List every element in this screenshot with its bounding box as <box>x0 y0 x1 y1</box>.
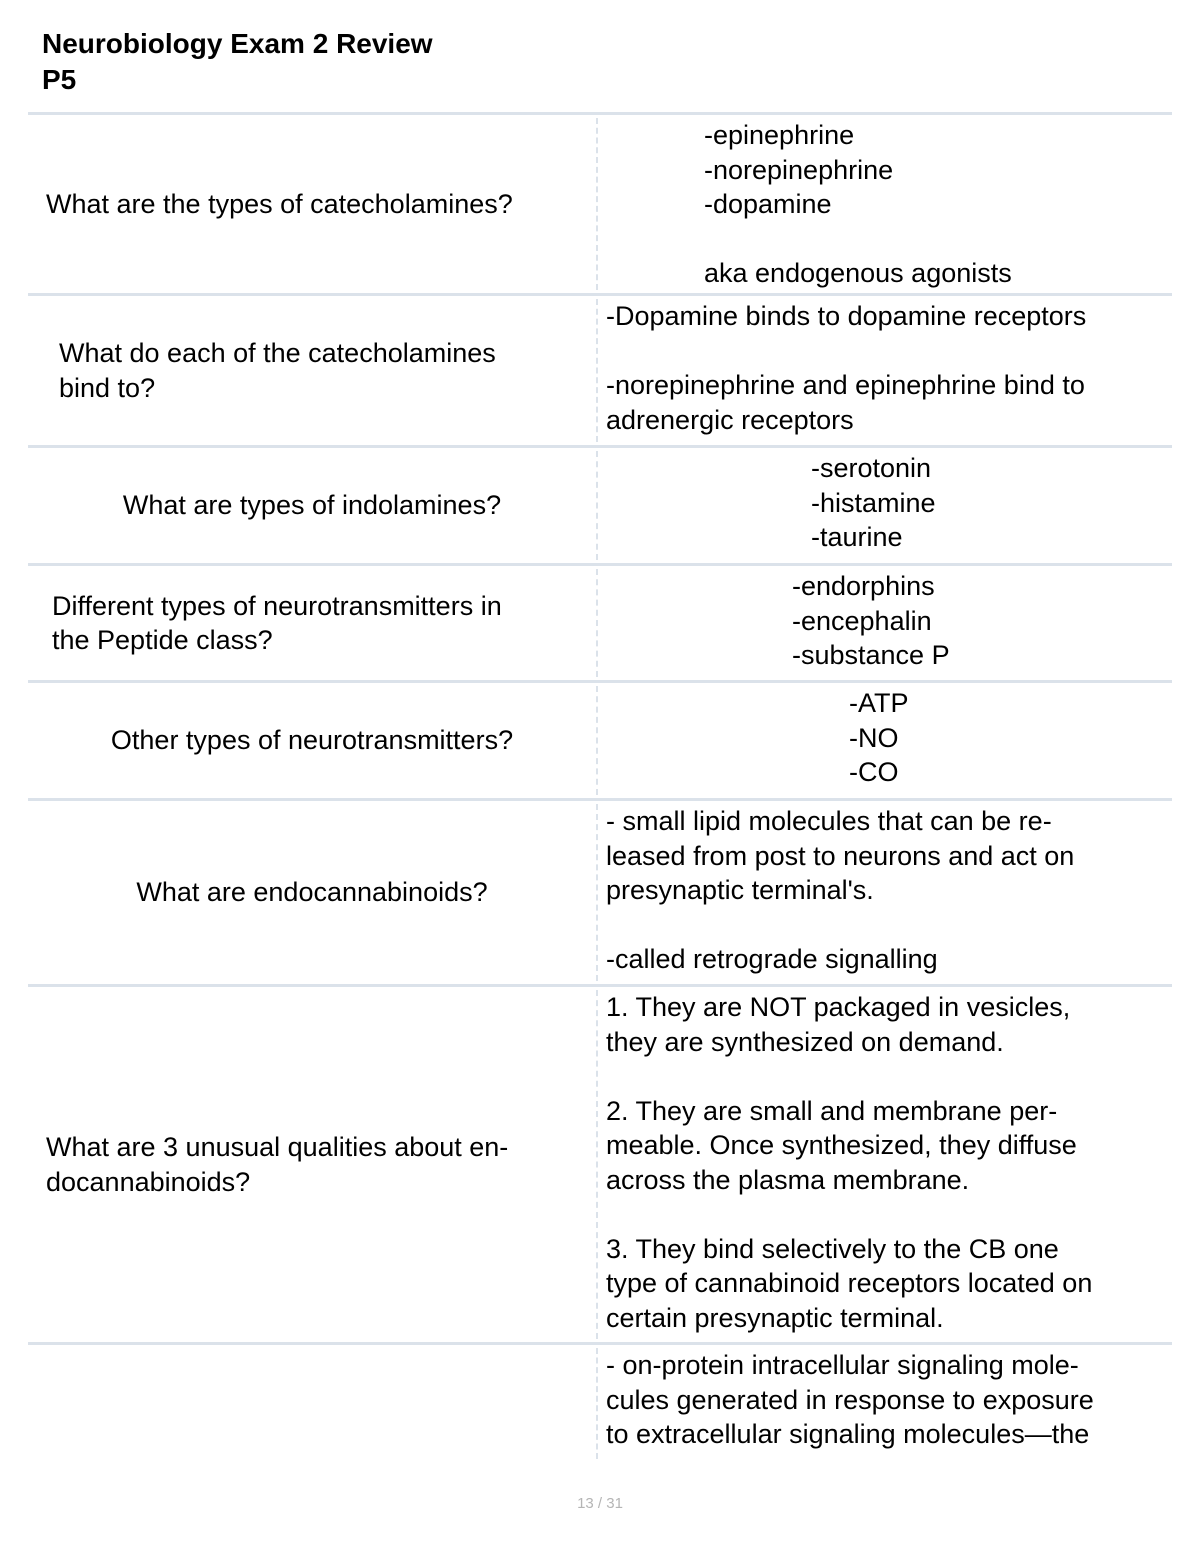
flashcard-answer <box>598 569 1172 677</box>
answer-line: -CO <box>849 757 899 787</box>
answer-line <box>606 334 1172 369</box>
flashcard-question <box>28 299 598 442</box>
answer-line: they are synthesized on demand. <box>606 1026 1004 1057</box>
answer-line: -NO <box>849 722 899 753</box>
flashcard-row <box>28 112 1172 293</box>
answer-line: -endorphins <box>792 571 935 601</box>
flashcard-question <box>28 1348 598 1459</box>
question-line: What do each of the catecholamines <box>59 338 496 368</box>
flashcard-row <box>28 984 1172 1342</box>
question-line: Different types of neurotransmitters in <box>52 590 502 621</box>
page-number: 13 / 31 <box>577 1495 623 1512</box>
answer-line: across the plasma membrane. <box>606 1164 970 1195</box>
answer-line: to extracellular signaling molecules—the <box>606 1419 1090 1449</box>
answer-line: -histamine <box>811 487 936 518</box>
flashcard-list <box>28 112 1172 1462</box>
answer-line: 1. They are NOT packaged in vesicles, <box>606 992 1071 1022</box>
answer-line: -ATP <box>849 688 909 718</box>
answer-line <box>606 1197 1172 1232</box>
flashcard-row <box>28 293 1172 445</box>
flashcard-question <box>28 804 598 981</box>
flashcard-question <box>28 686 598 795</box>
flashcard-answer <box>598 686 1172 795</box>
question-line: bind to? <box>59 372 156 403</box>
answer-line: - on-protein intracellular signaling mole- <box>606 1350 1079 1380</box>
question-line: What are 3 unusual qualities about en- <box>46 1132 509 1162</box>
answer-line: 2. They are small and membrane per- <box>606 1095 1058 1126</box>
answer-line: cules generated in response to exposure <box>606 1384 1094 1415</box>
answer-line: -Dopamine binds to dopamine receptors <box>606 301 1087 331</box>
answer-line: type of cannabinoid receptors located on <box>606 1268 1093 1298</box>
answer-line: -norepinephrine and epinephrine bind to <box>606 370 1085 400</box>
answer-line: -dopamine <box>704 189 832 219</box>
question-line: docannabinoids? <box>46 1166 251 1197</box>
answer-line: 3. They bind selectively to the CB one <box>606 1233 1059 1264</box>
answer-line: -norepinephrine <box>704 154 894 185</box>
flashcard-question <box>28 118 598 290</box>
question-line: What are the types of catecholamines? <box>46 188 513 219</box>
question-line: Other types of neurotransmitters? <box>110 725 514 756</box>
answer-line: -serotonin <box>811 453 932 483</box>
answer-line: aka endogenous agonists <box>704 258 1012 288</box>
question-line: What are endocannabinoids? <box>136 877 488 908</box>
answer-line: -substance P <box>792 640 950 670</box>
flashcard-answer <box>598 299 1172 442</box>
answer-line <box>704 222 1172 257</box>
flashcard-answer <box>598 451 1172 560</box>
document-title: Neurobiology Exam 2 Review <box>42 28 433 59</box>
flashcard-question <box>28 990 598 1339</box>
flashcard-row <box>28 680 1172 798</box>
flashcard-answer <box>598 118 1172 290</box>
question-line: the Peptide class? <box>52 625 273 655</box>
flashcard-answer <box>598 990 1172 1339</box>
flashcard-question <box>28 569 598 677</box>
flashcard-question <box>28 451 598 560</box>
document-subtitle: P5 <box>42 64 77 95</box>
page-header <box>42 26 433 98</box>
answer-line: adrenergic receptors <box>606 404 854 435</box>
answer-line: leased from post to neurons and act on <box>606 840 1075 871</box>
answer-line <box>606 908 1172 943</box>
flashcard-row <box>28 798 1172 984</box>
answer-line: -encephalin <box>792 605 932 636</box>
answer-line: certain presynaptic terminal. <box>606 1302 944 1333</box>
answer-line: -taurine <box>811 522 903 552</box>
question-line: What are types of indolamines? <box>122 490 502 521</box>
answer-line: -epinephrine <box>704 120 855 150</box>
flashcard-row <box>28 1342 1172 1462</box>
answer-line: meable. Once synthesized, they diffuse <box>606 1130 1077 1160</box>
answer-line: - small lipid molecules that can be re- <box>606 806 1052 836</box>
flashcard-row <box>28 563 1172 680</box>
flashcard-answer <box>598 1348 1172 1459</box>
flashcard-answer <box>598 804 1172 981</box>
answer-line: -called retrograde signalling <box>606 944 938 974</box>
answer-line <box>606 1059 1172 1094</box>
answer-line: presynaptic terminal's. <box>606 875 874 905</box>
flashcard-row <box>28 445 1172 563</box>
